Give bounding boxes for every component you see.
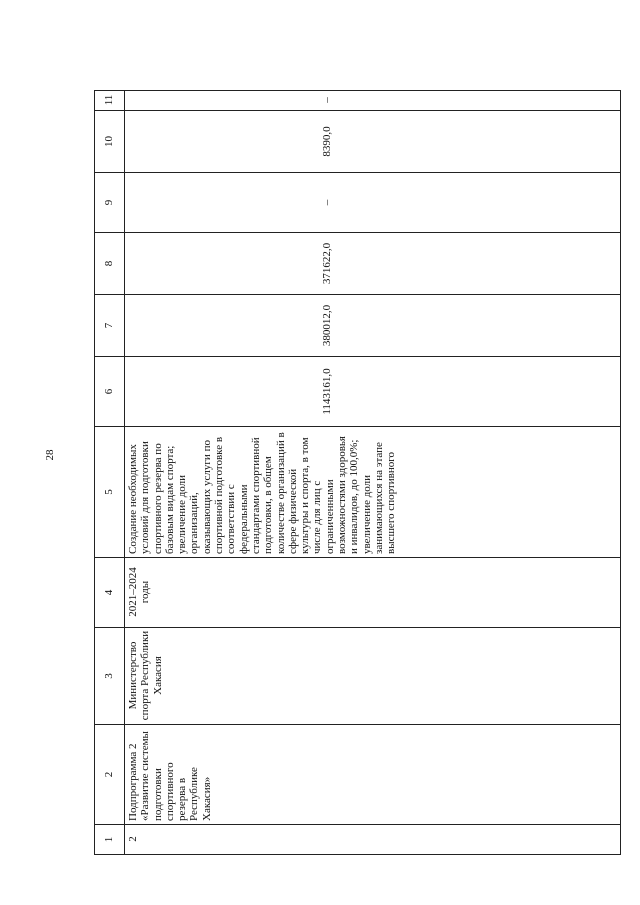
cell-period: 2021–2024 годы [127, 567, 152, 617]
page-number: 28 [44, 449, 56, 461]
column-5 [94, 427, 621, 558]
header-5: 5 [94, 427, 125, 557]
cell-value-10: 8390,0 [321, 126, 333, 157]
column-6 [94, 357, 621, 427]
column-2 [94, 725, 621, 825]
header-7: 7 [94, 295, 125, 356]
column-4 [94, 558, 621, 628]
cell-ministry: Министерство спорта Республики Хакасия [127, 630, 164, 721]
cell-value-8: 371622,0 [321, 242, 333, 285]
header-2: 2 [94, 725, 125, 824]
cell-value-9: – [321, 199, 333, 206]
column-7 [94, 295, 621, 357]
cell-value-11: – [321, 97, 333, 103]
column-3 [94, 628, 621, 725]
header-3: 3 [94, 628, 125, 724]
column-9 [94, 173, 621, 233]
header-1: 1 [94, 825, 125, 854]
header-4: 4 [94, 558, 125, 627]
column-10 [94, 111, 621, 173]
column-11 [94, 90, 621, 111]
column-1 [94, 825, 621, 855]
cell-subprogram: Подпрограмма 2 «Развитие системы подготовки спортивного резерва в Республике Хакасия» [127, 731, 213, 821]
header-11: 11 [94, 90, 125, 110]
header-6: 6 [94, 357, 125, 426]
header-10: 10 [94, 111, 125, 172]
header-8: 8 [94, 233, 125, 294]
column-8 [94, 233, 621, 295]
cell-row-number: 2 [127, 836, 139, 842]
budget-table [94, 90, 621, 855]
cell-goals: Создание необходимых условий для подготовки спортивного резерва по базовым видам спорта; увеличение доли организаций, оказывающих услуги по спортивной подготовке в соответствии с федеральными стандартами спортивной подготовки, в общем количестве организаций в сфере физической культуры и спорта, в том числе для лиц с ограниченными возможностями здоровья и инвалидов, до 100,0%; увеличение доли занимающихся на этапе высшего спортивного [127, 432, 398, 554]
header-9: 9 [94, 173, 125, 232]
cell-total: 1143161,0 [321, 368, 333, 415]
cell-value-7: 380012,0 [321, 304, 333, 347]
